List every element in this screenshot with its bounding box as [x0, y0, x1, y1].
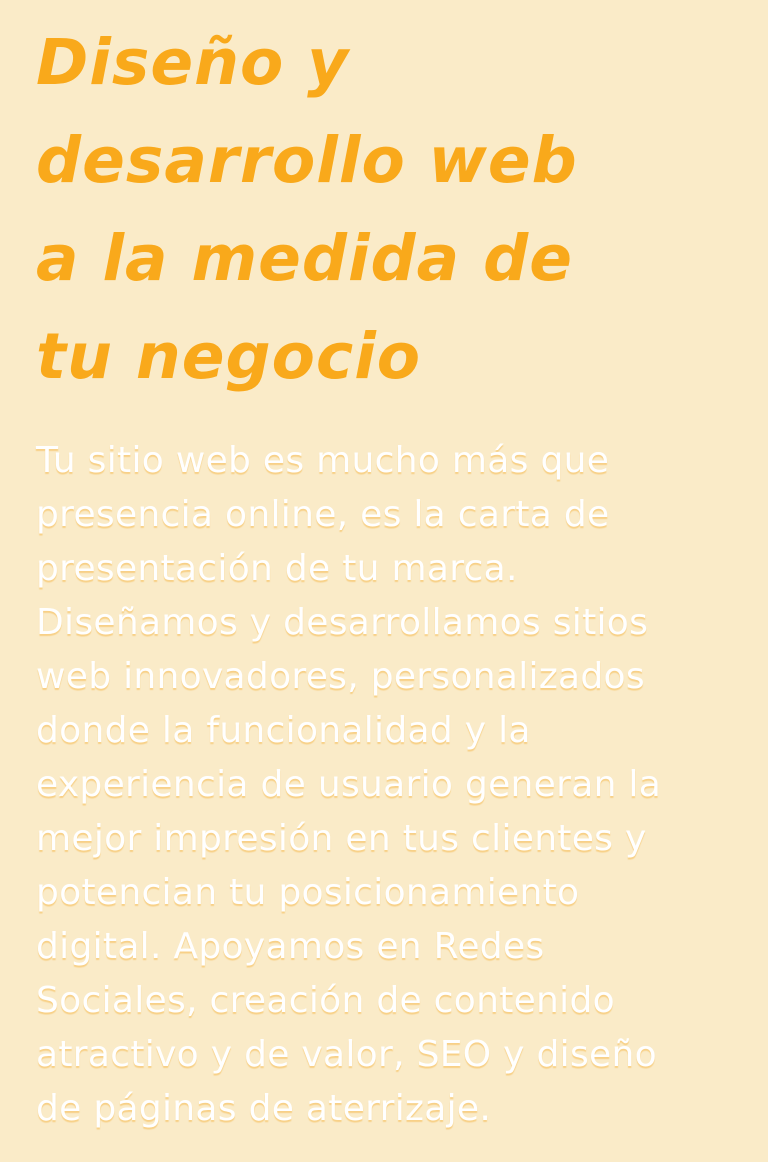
hero-heading: [36, 14, 740, 406]
hero-description-line: Tu sitio web es mucho más que: [36, 440, 610, 481]
hero-description-line: presencia online, es la carta de: [36, 494, 610, 535]
hero-description-line: donde la funcionalidad y la: [36, 710, 531, 751]
hero-heading-line: tu negocio: [36, 320, 422, 393]
hero-description-line: Diseñamos y desarrollamos sitios: [36, 602, 649, 643]
hero-description-line: atractivo y de valor, SEO y diseño: [36, 1034, 657, 1075]
hero-description-line: experiencia de usuario generan la: [36, 764, 662, 805]
hero-heading-line: Diseño y: [36, 26, 350, 99]
hero-description-line: presentación de tu marca.: [36, 548, 518, 589]
hero-description: [36, 434, 740, 1136]
hero-description-line: de páginas de aterrizaje.: [36, 1088, 492, 1129]
hero-heading-line: desarrollo web: [36, 124, 578, 197]
hero-description-line: web innovadores, personalizados: [36, 656, 645, 697]
hero-description-line: mejor impresión en tus clientes y: [36, 818, 647, 859]
hero-description-line: Sociales, creación de contenido: [36, 980, 615, 1021]
hero-heading-line: a la medida de: [36, 222, 573, 295]
hero-description-line: digital. Apoyamos en Redes: [36, 926, 545, 967]
hero-description-line: potencian tu posicionamiento: [36, 872, 580, 913]
